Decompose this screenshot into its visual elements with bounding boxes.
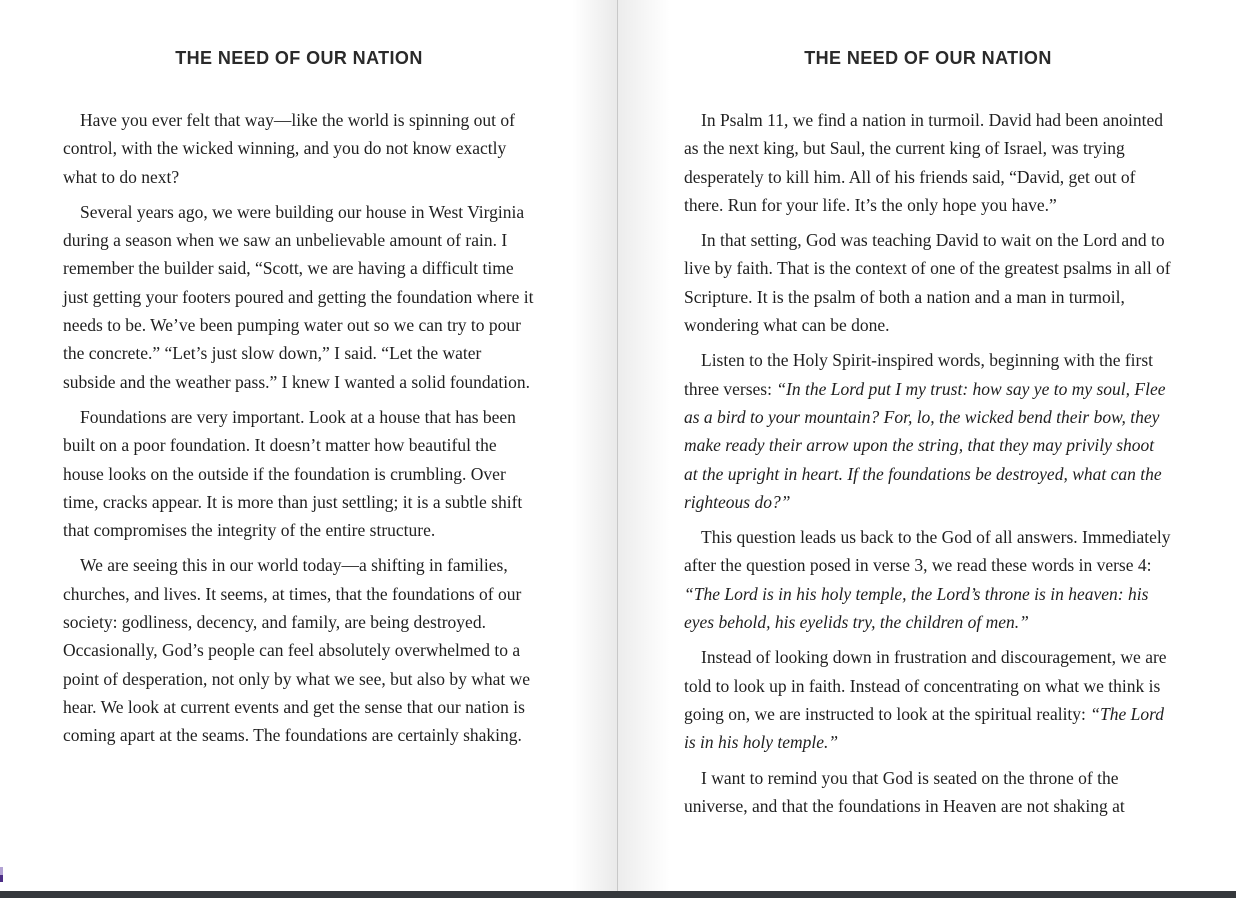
running-header-right: THE NEED OF OUR NATION bbox=[804, 48, 1052, 68]
paragraph bbox=[63, 551, 535, 749]
paragraph bbox=[684, 106, 1172, 219]
paragraph bbox=[63, 198, 535, 396]
paragraph bbox=[684, 764, 1172, 821]
scripture-quote: “The Lord is in his holy temple.” bbox=[684, 703, 1165, 753]
paragraph bbox=[63, 403, 535, 544]
window-bottom-edge bbox=[0, 891, 1236, 898]
page-right-body bbox=[684, 106, 1172, 820]
scripture-quote: “In the Lord put I my trust: how say ye to my soul, Flee as a bird to your mountain? For, lo, the wicked bend their bow, they make ready their arrow upon the string, that they may privily shoot at the upright in heart. If the foundations be destroyed, what can the righteous do?” bbox=[684, 378, 1166, 512]
body-text-run: Foundations are very important. Look at a house that has been built on a poor foundation. It doesn’t matter how beautiful the house looks on the outside if the foundation is crumbling. Over time, cracks appear. It is more than just settling; it is a subtle shift that compromises the integrity of the entire structure. bbox=[63, 406, 523, 541]
left-edge-artifact-top bbox=[0, 867, 3, 875]
body-text-run: This question leads us back to the God of all answers. Immediately after the question posed in verse 3, we read these words in verse 4: bbox=[684, 527, 1171, 576]
paragraph bbox=[684, 523, 1172, 636]
page-right bbox=[618, 0, 1236, 898]
paragraph bbox=[684, 346, 1172, 516]
page-left-body bbox=[63, 106, 535, 750]
gutter-shadow-right bbox=[618, 0, 670, 898]
running-header-left: THE NEED OF OUR NATION bbox=[175, 48, 423, 68]
paragraph bbox=[63, 106, 535, 191]
left-edge-artifact-bottom bbox=[0, 875, 3, 882]
body-text-run: Have you ever felt that way—like the world is spinning out of control, with the wicked winning, and you do not know exactly what to do next? bbox=[63, 110, 515, 187]
body-text-run: In Psalm 11, we find a nation in turmoil. David had been anointed as the next king, but Saul, the current king of Israel, was trying desperately to kill him. All of his friends said, “David, get out of there. Run for your life. It’s the only hope you have.” bbox=[684, 110, 1164, 215]
body-text-run: We are seeing this in our world today—a shifting in families, churches, and lives. It seems, at times, that the foundations of our society: godliness, decency, and family, are being destroyed. Occasionally, God’s people can feel absolutely overwhelmed to a point of desperation, not only by what we see, but also by what we hear. We look at current events and get the sense that our nation is coming apart at the seams. The foundations are certainly shaking. bbox=[63, 555, 531, 746]
paragraph bbox=[684, 226, 1172, 339]
body-text-run: Instead of looking down in frustration and discouragement, we are told to look up in faith. Instead of concentrating on what we think is going on, we are instructed to look at the spiritual reality: bbox=[684, 647, 1167, 724]
body-text-run: In that setting, God was teaching David to wait on the Lord and to live by faith. That is the context of one of the greatest psalms in all of Scripture. It is the psalm of both a nation and a man in turmoil, wondering what can be done. bbox=[684, 230, 1171, 336]
page-right-content bbox=[684, 47, 1172, 820]
page-left-content bbox=[63, 47, 535, 750]
left-edge-artifact bbox=[0, 867, 3, 882]
scripture-quote: “The Lord is in his holy temple, the Lord’s throne is in heaven: his eyes behold, his eyelids try, the children of men.” bbox=[684, 583, 1149, 633]
book-spine bbox=[617, 0, 618, 898]
body-text-run: Listen to the Holy Spirit-inspired words, beginning with the first three verses: bbox=[684, 350, 1154, 399]
body-text-run: Several years ago, we were building our house in West Virginia during a season when we saw an unbelievable amount of rain. I remember the builder said, “Scott, we are having a difficult time just getting your footers poured and getting the foundation where it needs to be. We’ve been pumping water out so we can try to pour the concrete.” “Let’s just slow down,” I said. “Let the water subside and the weather pass.” I knew I wanted a solid foundation. bbox=[63, 201, 534, 392]
gutter-shadow-left bbox=[572, 0, 618, 898]
paragraph bbox=[684, 643, 1172, 756]
body-text-run: I want to remind you that God is seated on the throne of the universe, and that the foundations in Heaven are not shaking at bbox=[684, 767, 1125, 816]
